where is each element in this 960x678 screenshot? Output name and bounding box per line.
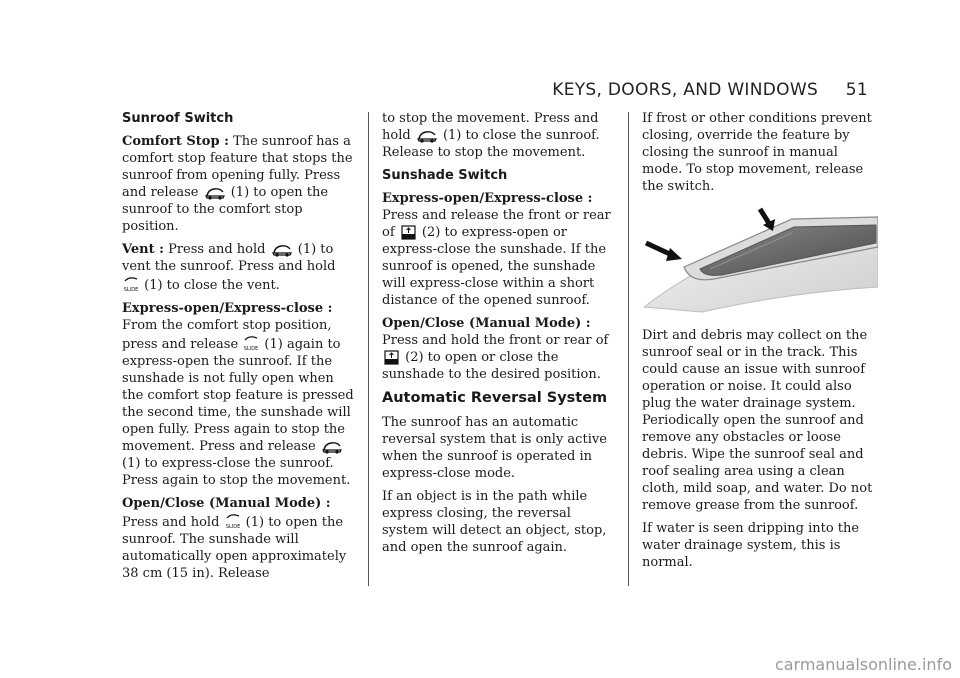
sunroof-open-icon [205, 186, 225, 200]
paragraph-sunshade-express [382, 190, 614, 309]
term: Open/Close (Manual Mode) : [382, 316, 591, 331]
paragraph-comfort-stop [122, 133, 354, 235]
paragraph-continued [382, 110, 614, 161]
sunshade-icon [384, 350, 399, 365]
paragraph-reversal-1: The sunroof has an automatic reversal system that is only active when the sunroof is operated in express-close mode. [382, 415, 607, 481]
text: Press and hold [163, 242, 270, 257]
text: to stop the movement. Press and hold [382, 111, 599, 143]
watermark: carmanualsonline.info [774, 655, 952, 674]
text: The sunroof has a comfort stop feature that stops the sunroof from opening fully. Press and release [122, 134, 353, 200]
text: (1) to close the sunroof. Release to stop the movement. [382, 128, 600, 160]
sunshade-icon [401, 225, 416, 240]
paragraph-debris: Dirt and debris may collect on the sunroof seal or in the track. This could cause an issue with sunroof operation or noise. It could also plug the water drainage system. Periodically open the sunroof and remove any obstacles or loose debris. Wipe the sunroof seal and roof sealing area using a clean cloth, mild soap, and water. Do not remove grease from the sunroof. [642, 328, 873, 513]
sunroof-open-icon [322, 440, 342, 454]
svg-text:SLIDE: SLIDE [244, 346, 259, 352]
paragraph-reversal-2: If an object is in the path while express closing, the reversal system will detect an object, stop, and open the sunroof again. [382, 489, 607, 555]
sunroof-open-icon [272, 243, 292, 257]
text: (2) to express-open or express-close the sunshade. If the sunroof is opened, the sunshade will express-close within a short distance of the opened sunroof. [382, 225, 607, 308]
text: (1) to vent the sunroof. Press and hold [122, 242, 336, 274]
sunroof-illustration [642, 207, 878, 317]
heading-sunroof-switch: Sunroof Switch [122, 111, 234, 126]
paragraph-water: If water is seen dripping into the water drainage system, this is normal. [642, 521, 860, 570]
text: (1) to express-close the sunroof. Press again to stop the movement. [122, 456, 351, 488]
sunroof-slide-icon [226, 512, 240, 530]
paragraph-frost: If frost or other conditions prevent closing, override the feature by closing the sunroof in manual mode. To stop movement, release the switch. [642, 111, 872, 194]
text: Press and hold [122, 515, 224, 530]
page-number: 51 [845, 80, 868, 100]
sunroof-slide-icon [244, 334, 258, 352]
term: Express-open/Express-close : [382, 191, 593, 206]
page-header [552, 80, 868, 100]
column-divider [368, 112, 369, 586]
section-title: KEYS, DOORS, AND WINDOWS [552, 80, 819, 100]
paragraph-vent [122, 241, 354, 294]
text: (1) to open the sunroof to the comfort stop position. [122, 185, 329, 234]
text: From the comfort stop position, press and release [122, 318, 332, 352]
column-3 [642, 110, 878, 577]
column-divider [628, 112, 629, 586]
svg-text:SLIDE: SLIDE [225, 524, 240, 530]
sunroof-open-icon [417, 129, 437, 143]
paragraph-manual-mode [122, 495, 354, 582]
term: Open/Close (Manual Mode) : [122, 496, 331, 511]
heading-sunshade-switch: Sunshade Switch [382, 168, 508, 183]
paragraph-sunshade-manual [382, 315, 614, 383]
column-2 [382, 110, 614, 562]
text: (1) to close the vent. [140, 278, 280, 293]
sunroof-drainage-image [642, 207, 878, 317]
term: Express-open/Express-close : [122, 301, 333, 316]
text: (2) to open or close the sunshade to the desired position. [382, 350, 601, 382]
paragraph-express [122, 300, 354, 489]
term: Vent : [122, 242, 164, 257]
text: Press and release the front or rear of [382, 208, 611, 240]
text: Press and hold the front or rear of [382, 333, 609, 348]
svg-text:SLIDE: SLIDE [124, 287, 138, 293]
term: Comfort Stop : [122, 134, 229, 149]
heading-automatic-reversal: Automatic Reversal System [382, 390, 608, 406]
text: (1) to open the sunroof. The sunshade will automatically open approximately 38 cm (15 in). Release [122, 515, 347, 581]
text: (1) again to express-open the sunroof. If the sunshade is not fully open when the comfort stop feature is pressed the second time, the sunshade will open fully. Press again to stop the movement. Press and release [122, 337, 354, 454]
column-1 [122, 110, 354, 588]
sunroof-slide-icon [124, 275, 138, 293]
